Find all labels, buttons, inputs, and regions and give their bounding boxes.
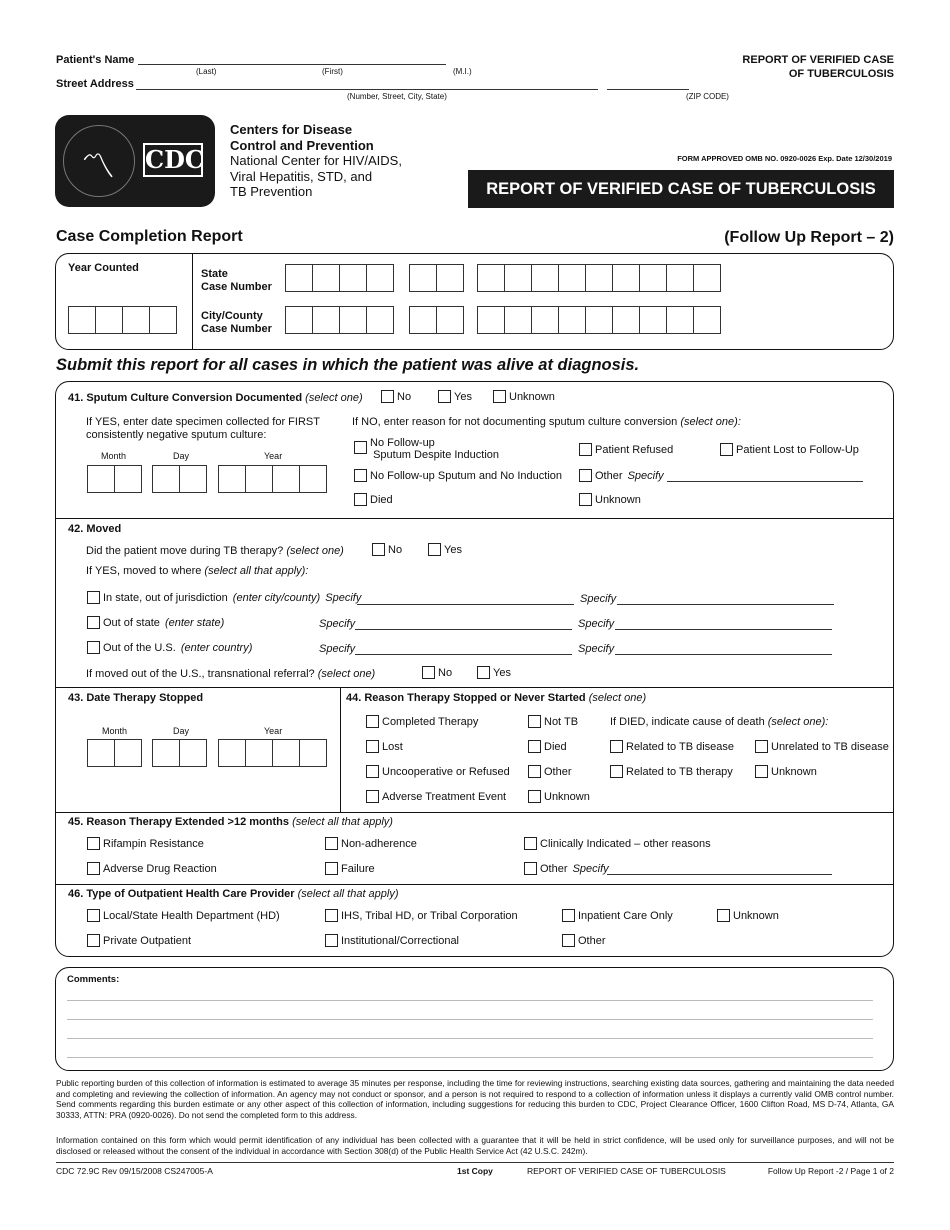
q45-specify: Specify (572, 863, 609, 875)
checkbox-icon[interactable] (579, 469, 592, 482)
q44-other[interactable] (528, 765, 572, 778)
q46-institutional-label: Institutional/Correctional (341, 935, 460, 947)
city-case-label (201, 310, 272, 336)
q46-inpatient[interactable] (562, 909, 673, 922)
q44-related-therapy[interactable] (610, 765, 733, 778)
checkbox-icon[interactable] (354, 493, 367, 506)
q42-outus-field-2[interactable] (615, 654, 832, 655)
q44-select: (select one) (588, 692, 647, 704)
q41-no-hint-sel: (select one): (680, 416, 741, 428)
submit-note: Submit this report for all cases in which the patient was alive at diagnosis. (56, 356, 640, 374)
q46-inpatient-label: Inpatient Care Only (578, 910, 673, 922)
q45-rifampin[interactable] (87, 837, 204, 850)
q45-adr[interactable] (87, 862, 217, 875)
checkbox-icon[interactable] (366, 740, 379, 753)
q46-other[interactable] (562, 934, 606, 947)
q44-died-hint (610, 716, 828, 728)
agency-line2: Control and Prevention (230, 137, 374, 153)
street-label: Street Address (56, 78, 134, 90)
q46-select: (select all that apply) (297, 888, 399, 900)
checkbox-icon[interactable] (562, 934, 575, 947)
q43-day-label: Day (173, 726, 190, 736)
q42-transnational (86, 668, 375, 680)
q43-title: 43. Date Therapy Stopped (68, 692, 204, 704)
comment-line (67, 1038, 873, 1039)
city-case-cells-b[interactable] (410, 306, 464, 334)
q41-other-label: Other (595, 470, 623, 482)
q42-yes[interactable] (428, 543, 462, 556)
q42-instate-field-1[interactable] (357, 604, 574, 605)
q45-failure[interactable] (325, 862, 375, 875)
q41-day-cells[interactable] (153, 465, 207, 493)
footer-form-name: REPORT OF VERIFIED CASE OF TUBERCULOSIS (527, 1166, 726, 1176)
comment-line (67, 1000, 873, 1001)
comments-label: Comments: (67, 974, 120, 985)
q46-other-label: Other (578, 935, 606, 947)
q42-where-sel: (select all that apply): (204, 565, 309, 577)
q42-yes-label: Yes (444, 544, 462, 556)
state-case-cells-a[interactable] (286, 264, 394, 292)
q42-outstate-field-2[interactable] (615, 629, 832, 630)
agency-line5: TB Prevention (230, 184, 313, 199)
q41-month-cells[interactable] (88, 465, 142, 493)
page-number: Follow Up Report -2 / Page 1 of 2 (767, 1166, 894, 1176)
checkbox-icon[interactable] (755, 740, 768, 753)
q41-opt-unknown[interactable] (579, 493, 641, 506)
copy-label: 1st Copy (457, 1166, 493, 1176)
checkbox-icon[interactable] (528, 715, 541, 728)
last-hint: (Last) (196, 67, 217, 76)
q42-outus-hint: (enter country) (180, 642, 253, 654)
q41-noinduction-label: No Follow-up Sputum and No Induction (370, 470, 562, 482)
q41-opt-noinduction[interactable] (354, 469, 562, 482)
q45-title-text: 45. Reason Therapy Extended >12 months (68, 816, 289, 828)
q42-question (86, 545, 344, 557)
q41-yes-hint (86, 416, 320, 442)
checkbox-icon[interactable] (87, 591, 100, 604)
q42-trans-no[interactable] (422, 666, 452, 679)
q42-trans-yes-label: Yes (493, 667, 511, 679)
q44-uncoop[interactable] (366, 765, 510, 778)
q44-title (346, 692, 646, 704)
case-divider (192, 254, 193, 349)
divider-41 (56, 518, 893, 519)
agency-line1: Centers for Disease (230, 122, 353, 137)
burden-statement: Public reporting burden of this collection of information is estimated to average 35 minutes per response, including the time for reviewing instructions, searching existing data sources, gathering and maintaining the data needed and completing and reviewing the collection of information. An agency may not conduct or sponsor, and a person is not required to respond to a collection of information unless it displays a currently valid OMB control number. Send comments regarding this burden estimate or any other aspect of this collection of information, including suggestions for reducing this burden to CDC, Project Clearance Officer, 1600 Clifton Road, MS D-74, Atlanta, GA 30333, ATTN: PRA (0920-0026). Do not send the completed form to this address. (56, 1078, 894, 1120)
checkbox-icon[interactable] (422, 666, 435, 679)
q41-title (68, 392, 363, 404)
year-counted-label: Year Counted (68, 262, 139, 274)
patient-name-label: Patient's Name (56, 54, 135, 66)
q41-no-hint-text: If NO, enter reason for not documenting sputum culture conversion (352, 416, 678, 428)
q43-year-label: Year (264, 726, 283, 736)
q41-followup-1: No Follow-up (370, 437, 435, 449)
corner-title (742, 53, 894, 81)
q41-other-field[interactable] (667, 481, 863, 482)
q41-opt-lost[interactable] (720, 443, 859, 456)
q41-title-text: 41. Sputum Culture Conversion Documented (68, 392, 303, 404)
checkbox-icon[interactable] (579, 493, 592, 506)
city-case-cells-a[interactable] (286, 306, 394, 334)
divider-45 (56, 884, 893, 885)
city-case-line1: City/County (201, 310, 263, 322)
q44-unknown[interactable] (528, 790, 590, 803)
patient-name-field[interactable] (138, 64, 446, 65)
case-number-box (55, 253, 894, 350)
year-counted-cells[interactable] (69, 306, 177, 334)
q42-trans-yes[interactable] (477, 666, 511, 679)
q41-refused-label: Patient Refused (595, 444, 674, 456)
omb-notice: FORM APPROVED OMB NO. 0920-0026 Exp. Date 12/30/2019 (677, 154, 892, 163)
q42-no[interactable] (372, 543, 402, 556)
checkbox-icon[interactable] (325, 837, 338, 850)
q46-title (68, 888, 399, 900)
q45-rifampin-label: Rifampin Resistance (103, 838, 204, 850)
q44-died-label: Died (544, 741, 567, 753)
report-title: Case Completion Report (56, 228, 243, 245)
q45-select: (select all that apply) (292, 816, 393, 828)
q44-completed[interactable] (366, 715, 478, 728)
q46-private-label: Private Outpatient (103, 935, 192, 947)
checkbox-icon[interactable] (438, 390, 451, 403)
q43-month-label: Month (102, 726, 128, 736)
q42-transnational-select: (select one) (317, 668, 376, 680)
q45-clinically[interactable] (524, 837, 711, 850)
q42-specify-2: Specify (580, 593, 617, 605)
q42-no-label: No (388, 544, 403, 556)
q46-institutional[interactable] (325, 934, 459, 947)
q46-ihs[interactable] (325, 909, 518, 922)
state-case-label (201, 268, 272, 294)
q44-unrelated-tb[interactable] (755, 740, 889, 753)
checkbox-icon[interactable] (87, 837, 100, 850)
agency-line3: National Center for HIV/AIDS, (230, 153, 402, 168)
checkbox-icon[interactable] (610, 765, 623, 778)
q42-title: 42. Moved (68, 523, 122, 535)
followup-label: (Follow Up Report – 2) (724, 229, 894, 246)
q43-month-cells[interactable] (88, 739, 142, 767)
q44-cause-unknown-label: Unknown (771, 766, 817, 778)
checkbox-icon[interactable] (528, 790, 541, 803)
q42-where-text: If YES, moved to where (86, 565, 202, 577)
checkbox-icon[interactable] (325, 934, 338, 947)
zip-field[interactable] (607, 89, 689, 90)
q44-unknown-label: Unknown (544, 791, 590, 803)
q41-no[interactable] (381, 390, 411, 403)
q42-where (86, 565, 308, 577)
checkbox-icon[interactable] (87, 934, 100, 947)
q41-died-label: Died (370, 494, 393, 506)
q46-unknown-label: Unknown (733, 910, 779, 922)
q41-day-label: Day (173, 451, 190, 461)
q41-no-hint (352, 416, 741, 428)
q44-adverse-label: Adverse Treatment Event (382, 791, 507, 803)
checkbox-icon[interactable] (87, 909, 100, 922)
q46-ihs-label: IHS, Tribal HD, or Tribal Corporation (341, 910, 518, 922)
checkbox-icon[interactable] (366, 715, 379, 728)
comment-line (67, 1019, 873, 1020)
q41-followup-2: Sputum Despite Induction (373, 449, 500, 461)
divider-42 (56, 687, 893, 688)
checkbox-icon[interactable] (717, 909, 730, 922)
q41-yes[interactable] (438, 390, 472, 403)
q45-nonadherence[interactable] (325, 837, 417, 850)
q44-related-therapy-label: Related to TB therapy (626, 766, 733, 778)
street-hint: (Number, Street, City, State) (347, 92, 447, 101)
q45-title (68, 816, 393, 828)
checkbox-icon[interactable] (372, 543, 385, 556)
checkbox-icon[interactable] (366, 790, 379, 803)
q44-completed-label: Completed Therapy (382, 716, 479, 728)
form-id: CDC 72.9C Rev 09/15/2008 CS247005-A (56, 1166, 213, 1176)
q42-question-text: Did the patient move during TB therapy? (86, 545, 284, 557)
checkbox-icon[interactable] (528, 765, 541, 778)
q44-cause-unknown[interactable] (755, 765, 817, 778)
q44-died-sel: (select one): (767, 716, 829, 728)
checkbox-icon[interactable] (524, 862, 537, 875)
checkbox-icon[interactable] (524, 837, 537, 850)
cdc-logo-text: CDC (143, 143, 203, 177)
state-case-line2: Case Number (201, 281, 272, 293)
q42-outstate[interactable] (87, 616, 224, 629)
checkbox-icon[interactable] (325, 909, 338, 922)
q44-related-tb-label: Related to TB disease (626, 741, 735, 753)
q45-other-label: Other (540, 863, 568, 875)
q42-instate-field-2[interactable] (617, 604, 834, 605)
q44-uncoop-label: Uncooperative or Refused (382, 766, 510, 778)
q41-yes-hint-1: If YES, enter date specimen collected for FIRST (86, 416, 320, 428)
q42-outstate-field-1[interactable] (355, 629, 572, 630)
q42-outus[interactable] (87, 641, 252, 654)
zip-hint: (ZIP CODE) (686, 92, 729, 101)
city-case-line2: Case Number (201, 323, 272, 335)
q44-unrelated-tb-label: Unrelated to TB disease (771, 741, 889, 753)
q42-specify-4: Specify (578, 618, 615, 630)
checkbox-icon[interactable] (562, 909, 575, 922)
checkbox-icon[interactable] (528, 740, 541, 753)
cdc-logo (55, 115, 215, 207)
q46-private[interactable] (87, 934, 191, 947)
q41-opt-refused[interactable] (579, 443, 673, 456)
state-case-cells-b[interactable] (410, 264, 464, 292)
q41-opt-died[interactable] (354, 493, 393, 506)
checkbox-icon[interactable] (87, 641, 100, 654)
checkbox-icon[interactable] (493, 390, 506, 403)
q42-instate-label: In state, out of jurisdiction (103, 592, 228, 604)
city-case-cells-c[interactable] (478, 306, 721, 334)
checkbox-icon[interactable] (366, 765, 379, 778)
q45-nonadherence-label: Non-adherence (341, 838, 417, 850)
q44-died[interactable] (528, 740, 567, 753)
q42-specify-5: Specify (319, 643, 356, 655)
state-case-line1: State (201, 268, 228, 280)
q46-local-label: Local/State Health Department (HD) (103, 910, 280, 922)
divider-43-44 (340, 688, 341, 812)
q42-outus-field-1[interactable] (355, 654, 572, 655)
q44-lost-label: Lost (382, 741, 403, 753)
q41-no-label: No (397, 391, 412, 403)
q42-instate[interactable] (87, 591, 361, 604)
checkbox-icon[interactable] (428, 543, 441, 556)
q44-nottb-label: Not TB (544, 716, 579, 728)
q42-outstate-hint: (enter state) (164, 617, 225, 629)
q43-year-cells[interactable] (219, 739, 327, 767)
q41-yes-hint-2: consistently negative sputum culture: (86, 429, 267, 441)
q41-specify: Specify (627, 470, 664, 482)
eagle-icon: 〽 (81, 147, 115, 187)
checkbox-icon[interactable] (579, 443, 592, 456)
q42-outstate-label: Out of state (103, 617, 160, 629)
checkbox-icon[interactable] (87, 616, 100, 629)
q42-outus-label: Out of the U.S. (103, 642, 176, 654)
q42-specify-6: Specify (578, 643, 615, 655)
checkbox-icon[interactable] (477, 666, 490, 679)
q44-died-hint-text: If DIED, indicate cause of death (610, 716, 765, 728)
agency-name (230, 122, 402, 200)
q41-unknown2-label: Unknown (595, 494, 641, 506)
q41-month-label: Month (101, 451, 127, 461)
q46-unknown[interactable] (717, 909, 779, 922)
checkbox-icon[interactable] (720, 443, 733, 456)
q41-lost-label: Patient Lost to Follow-Up (736, 444, 859, 456)
checkbox-icon[interactable] (381, 390, 394, 403)
checkbox-icon[interactable] (325, 862, 338, 875)
first-hint: (First) (322, 67, 343, 76)
q41-opt-followup[interactable] (354, 437, 499, 461)
state-case-cells-c[interactable] (478, 264, 721, 292)
q41-yes-label: Yes (454, 391, 472, 403)
q41-select: (select one) (305, 392, 363, 404)
agency-line4: Viral Hepatitis, STD, and (230, 168, 373, 184)
q45-adr-label: Adverse Drug Reaction (103, 863, 217, 875)
footer-rule (56, 1162, 894, 1163)
q42-specify: Specify (325, 592, 362, 604)
q44-nottb[interactable] (528, 715, 578, 728)
q42-transnational-text: If moved out of the U.S., transnational referral? (86, 668, 315, 680)
corner-title-line2: OF TUBERCULOSIS (788, 68, 894, 80)
mi-hint: (M.I.) (453, 67, 472, 76)
privacy-statement: Information contained on this form which would permit identification of any individual has been collected with a guarantee that it will be held in strict confidence, will be used only for surveillance purposes, and will not be disclosed or released without the consent of the individual in accordance with Section 308(d) of the Public Health Service Act (42 U.S.C. 242m). (56, 1135, 894, 1156)
street-field[interactable] (136, 89, 598, 90)
q41-year-cells[interactable] (219, 465, 327, 493)
divider-44 (56, 812, 893, 813)
q41-opt-other[interactable] (579, 469, 664, 482)
q45-failure-label: Failure (341, 863, 375, 875)
q41-unknown-label: Unknown (509, 391, 555, 403)
q42-trans-no-label: No (438, 667, 453, 679)
checkbox-icon[interactable] (354, 441, 367, 454)
q46-local[interactable] (87, 909, 280, 922)
q44-adverse[interactable] (366, 790, 506, 803)
checkbox-icon[interactable] (610, 740, 623, 753)
q44-other-label: Other (544, 766, 572, 778)
q46-title-text: 46. Type of Outpatient Health Care Provider (68, 888, 295, 900)
corner-title-line1: REPORT OF VERIFIED CASE (742, 54, 894, 66)
q42-specify-3: Specify (319, 618, 356, 630)
q45-other-field[interactable] (607, 874, 832, 875)
q45-other[interactable] (524, 862, 609, 875)
q45-clinically-label: Clinically Indicated – other reasons (540, 838, 711, 850)
title-banner: REPORT OF VERIFIED CASE OF TUBERCULOSIS (468, 170, 894, 208)
q43-day-cells[interactable] (153, 739, 207, 767)
q42-instate-hint: (enter city/county) (232, 592, 321, 604)
q44-lost[interactable] (366, 740, 403, 753)
q44-related-tb[interactable] (610, 740, 734, 753)
q42-select: (select one) (286, 545, 344, 557)
q41-year-label: Year (264, 451, 283, 461)
checkbox-icon[interactable] (354, 469, 367, 482)
checkbox-icon[interactable] (87, 862, 100, 875)
q41-unknown[interactable] (493, 390, 555, 403)
checkbox-icon[interactable] (755, 765, 768, 778)
comment-line (67, 1057, 873, 1058)
q44-title-text: 44. Reason Therapy Stopped or Never Started (346, 692, 586, 704)
